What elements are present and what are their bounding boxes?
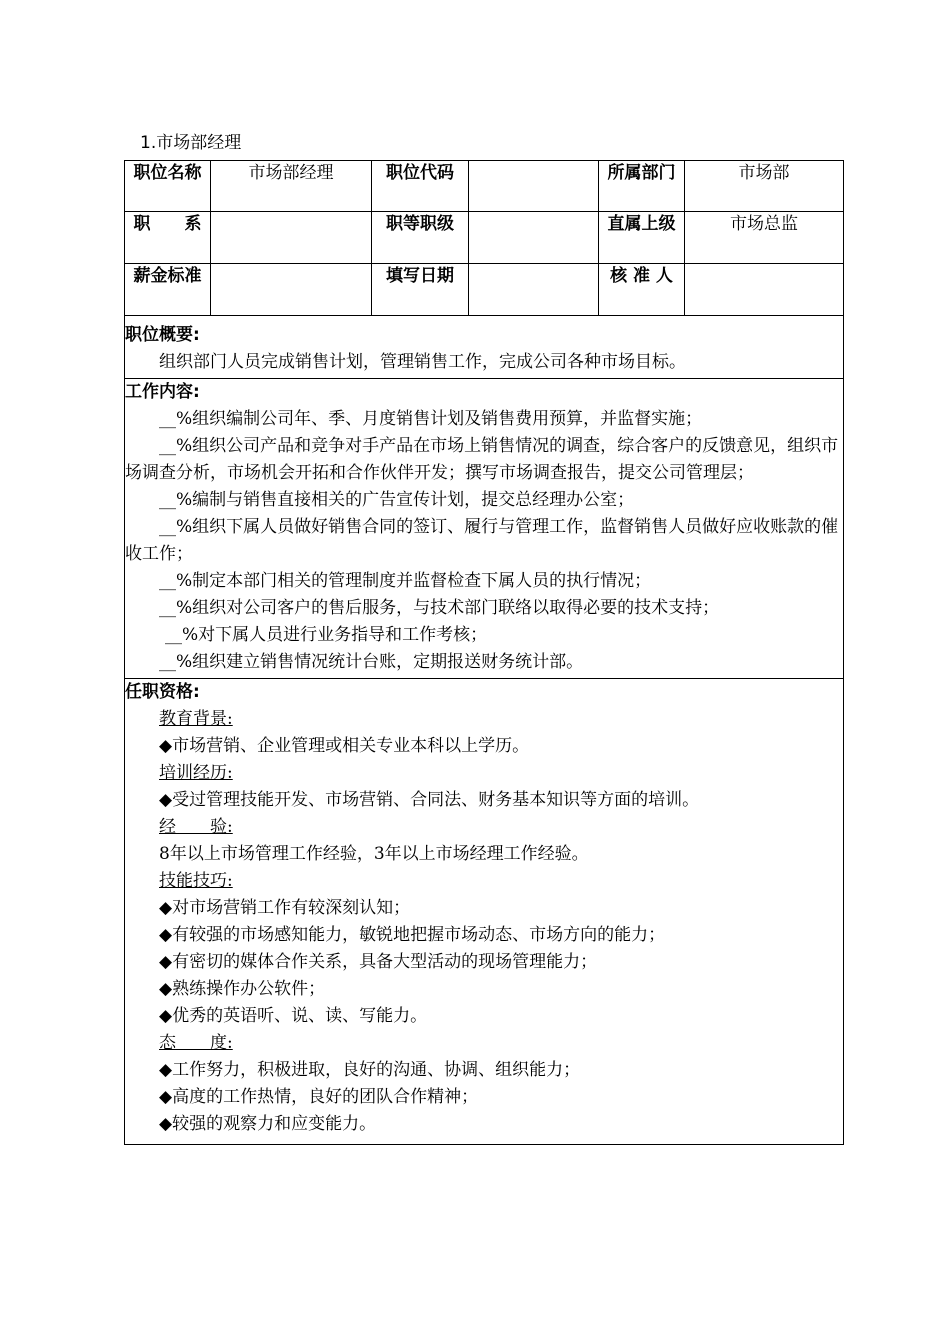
overview-label: 职位概要: bbox=[125, 325, 200, 345]
duties-section bbox=[125, 379, 844, 679]
duty-item: __%组织编制公司年、季、月度销售计划及销售费用预算，并监督实施； bbox=[159, 409, 703, 429]
overview-section bbox=[125, 316, 844, 379]
value-direct-superior: 市场总监 bbox=[685, 212, 844, 264]
label-fill-date: 填写日期 bbox=[372, 264, 469, 316]
label-position-name: 职位名称 bbox=[125, 161, 211, 212]
document-title: 1.市场部经理 bbox=[140, 133, 242, 153]
label-position-code: 职位代码 bbox=[372, 161, 469, 212]
skills-item: ◆有密切的媒体合作关系，具备大型活动的现场管理能力； bbox=[159, 952, 598, 972]
header-row bbox=[125, 264, 844, 316]
duty-item: __%制定本部门相关的管理制度并监督检查下属人员的执行情况； bbox=[159, 571, 652, 591]
header-row bbox=[125, 212, 844, 264]
label-direct-superior: 直属上级 bbox=[599, 212, 685, 264]
attitude-heading: 态 度: bbox=[159, 1033, 233, 1053]
value-approver bbox=[685, 264, 844, 316]
attitude-item: ◆工作努力，积极进取，良好的沟通、协调、组织能力； bbox=[159, 1060, 581, 1080]
skills-heading: 技能技巧: bbox=[159, 871, 233, 891]
value-department: 市场部 bbox=[685, 161, 844, 212]
skills-item: ◆有较强的市场感知能力，敏锐地把握市场动态、市场方向的能力； bbox=[159, 925, 666, 945]
duty-item: __%编制与销售直接相关的广告宣传计划，提交总经理办公室； bbox=[159, 490, 635, 510]
job-description-table bbox=[124, 160, 844, 1145]
value-job-family bbox=[211, 212, 372, 264]
education-item: ◆市场营销、企业管理或相关专业本科以上学历。 bbox=[159, 736, 530, 756]
label-grade-level: 职等职级 bbox=[372, 212, 469, 264]
training-item: ◆受过管理技能开发、市场营销、合同法、财务基本知识等方面的培训。 bbox=[159, 790, 700, 810]
label-department: 所属部门 bbox=[599, 161, 685, 212]
duties-row bbox=[125, 379, 844, 679]
value-salary-standard bbox=[211, 264, 372, 316]
duty-item: __%对下属人员进行业务指导和工作考核； bbox=[165, 625, 488, 645]
duty-item: __%组织公司产品和竞争对手产品在市场上销售情况的调查，综合客户的反馈意见，组织市场调查分析，市场机会开拓和合作伙伴开发；撰写市场调查报告，提交公司管理层； bbox=[125, 436, 839, 483]
education-heading: 教育背景: bbox=[159, 709, 233, 729]
duty-item: __%组织建立销售情况统计台账，定期报送财务统计部。 bbox=[159, 652, 584, 672]
attitude-item: ◆高度的工作热情，良好的团队合作精神； bbox=[159, 1087, 479, 1107]
skills-item: ◆熟练操作办公软件； bbox=[159, 979, 326, 999]
training-heading: 培训经历: bbox=[159, 763, 233, 783]
skills-item: ◆对市场营销工作有较深刻认知； bbox=[159, 898, 411, 918]
header-row bbox=[125, 161, 844, 212]
qualifications-section bbox=[125, 679, 844, 1145]
overview-row bbox=[125, 316, 844, 379]
duties-label: 工作内容: bbox=[125, 382, 200, 402]
value-grade-level bbox=[469, 212, 599, 264]
attitude-item: ◆较强的观察力和应变能力。 bbox=[159, 1114, 377, 1134]
label-job-family: 职 系 bbox=[125, 212, 211, 264]
label-approver: 核 准 人 bbox=[599, 264, 685, 316]
label-salary-standard: 薪金标准 bbox=[125, 264, 211, 316]
experience-item: 8年以上市场管理工作经验，3年以上市场经理工作经验。 bbox=[159, 844, 589, 864]
duty-item: __%组织下属人员做好销售合同的签订、履行与管理工作，监督销售人员做好应收账款的催收工作； bbox=[125, 517, 839, 564]
duty-item: __%组织对公司客户的售后服务，与技术部门联络以取得必要的技术支持； bbox=[159, 598, 720, 618]
experience-heading: 经 验: bbox=[159, 817, 233, 837]
skills-item: ◆优秀的英语听、说、读、写能力。 bbox=[159, 1006, 428, 1026]
value-fill-date bbox=[469, 264, 599, 316]
value-position-code bbox=[469, 161, 599, 212]
overview-text: 组织部门人员完成销售计划，管理销售工作，完成公司各种市场目标。 bbox=[159, 352, 686, 372]
value-position-name: 市场部经理 bbox=[211, 161, 372, 212]
qualifications-row bbox=[125, 679, 844, 1145]
qualifications-label: 任职资格: bbox=[125, 682, 200, 702]
